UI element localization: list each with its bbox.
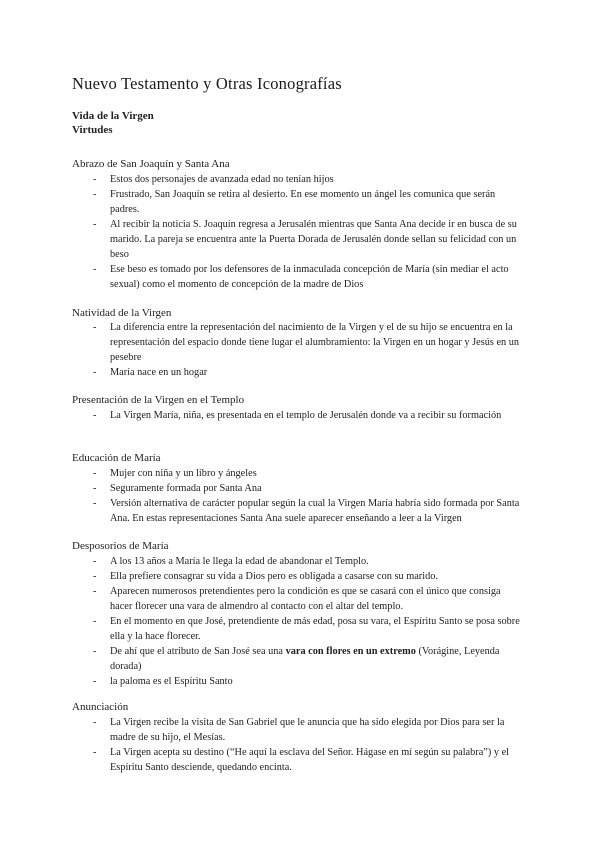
list-item: - Estos dos personajes de avanzada edad no tenían hijos [0, 172, 525, 187]
list-item: - Seguramente formada por Santa Ana [0, 481, 525, 496]
section-heading-abrazo: Abrazo de San Joaquín y Santa Ana [72, 158, 230, 170]
list-item: - Mujer con niña y un libro y ángeles [0, 466, 525, 481]
list-item: - Frustrado, San Joaquín se retira al desierto. En ese momento un ángel les comunica que serán padres. [0, 187, 525, 217]
list-item: - La diferencia entre la representación del nacimiento de la Virgen y el de su hijo se encuentra en la representación del espacio donde tiene lugar el alumbramiento: la Virgen en un hogar y Jesús en un pesebre [0, 320, 525, 365]
section-heading-anunciacion: Anunciación [72, 701, 129, 713]
attribute-text-pre: De ahí que el atributo de San José sea una [110, 646, 286, 657]
list-item: - La Virgen recibe la visita de San Gabriel que le anuncia que ha sido elegida por Dios para ser la madre de su hijo, el Mesías. [0, 715, 525, 745]
list-item: - Ella prefiere consagrar su vida a Dios pero es obligada a casarse con su marido. [0, 569, 525, 584]
subtitle-vida: Vida de la Virgen [72, 110, 154, 122]
list-item: - María nace en un hogar [0, 365, 525, 380]
list-item: - Ese beso es tomado por los defensores de la inmaculada concepción de María (sin mediar el acto sexual) como el momento de concepción de la madre de Dios [0, 262, 525, 292]
section-list-desposorios [0, 554, 525, 689]
list-item: - La Virgen acepta su destino (“He aquí la esclava del Señor. Hágase en mí según su palabra”) y el Espíritu Santo desciende, quedando encinta. [0, 745, 525, 775]
attribute-text-post: (Vorágine, Leyenda dorada) [110, 646, 500, 672]
section-list-presentacion [0, 408, 525, 423]
section-heading-desposorios: Desposorios de María [72, 540, 169, 552]
list-item: - Aparecen numerosos pretendientes pero la condición es que se casará con el único que consiga hacer florecer una vara de almendro al contacto con el altar del templo. [0, 584, 525, 614]
list-item: - A los 13 años a María le llega la edad de abandonar el Templo. [0, 554, 525, 569]
section-heading-natividad: Natividad de la Virgen [72, 307, 172, 319]
list-item: - Versión alternativa de carácter popular según la cual la Virgen María habría sido formada por Santa Ana. En estas representaciones Santa Ana suele aparecer enseñando a leer a la Virgen [0, 496, 525, 526]
section-heading-educacion: Educación de María [72, 452, 161, 464]
list-item: - la paloma es el Espíritu Santo [0, 674, 525, 689]
section-list-educacion [0, 466, 525, 526]
page-title: Nuevo Testamento y Otras Iconografías [72, 74, 342, 93]
subtitle-virtudes: Virtudes [72, 124, 113, 136]
section-list-natividad [0, 320, 525, 380]
attribute-text-bold: vara con flores en un extremo [285, 646, 416, 657]
list-item: - Al recibir la noticia S. Joaquín regresa a Jerusalén mientras que Santa Ana decide ir en busca de su marido. La pareja se encuentra ante la Puerta Dorada de Jerusalén donde sellan su felicidad con un beso [0, 217, 525, 262]
list-item: - En el momento en que José, pretendiente de más edad, posa su vara, el Espíritu Santo se posa sobre ella y la hace florecer. [0, 614, 525, 644]
section-list-anunciacion [0, 715, 525, 775]
section-list-abrazo [0, 172, 525, 292]
section-heading-presentacion: Presentación de la Virgen en el Templo [72, 394, 245, 406]
list-item: - La Virgen María, niña, es presentada en el templo de Jerusalén donde va a recibir su formación [0, 408, 525, 423]
list-item-attribute [0, 644, 525, 674]
